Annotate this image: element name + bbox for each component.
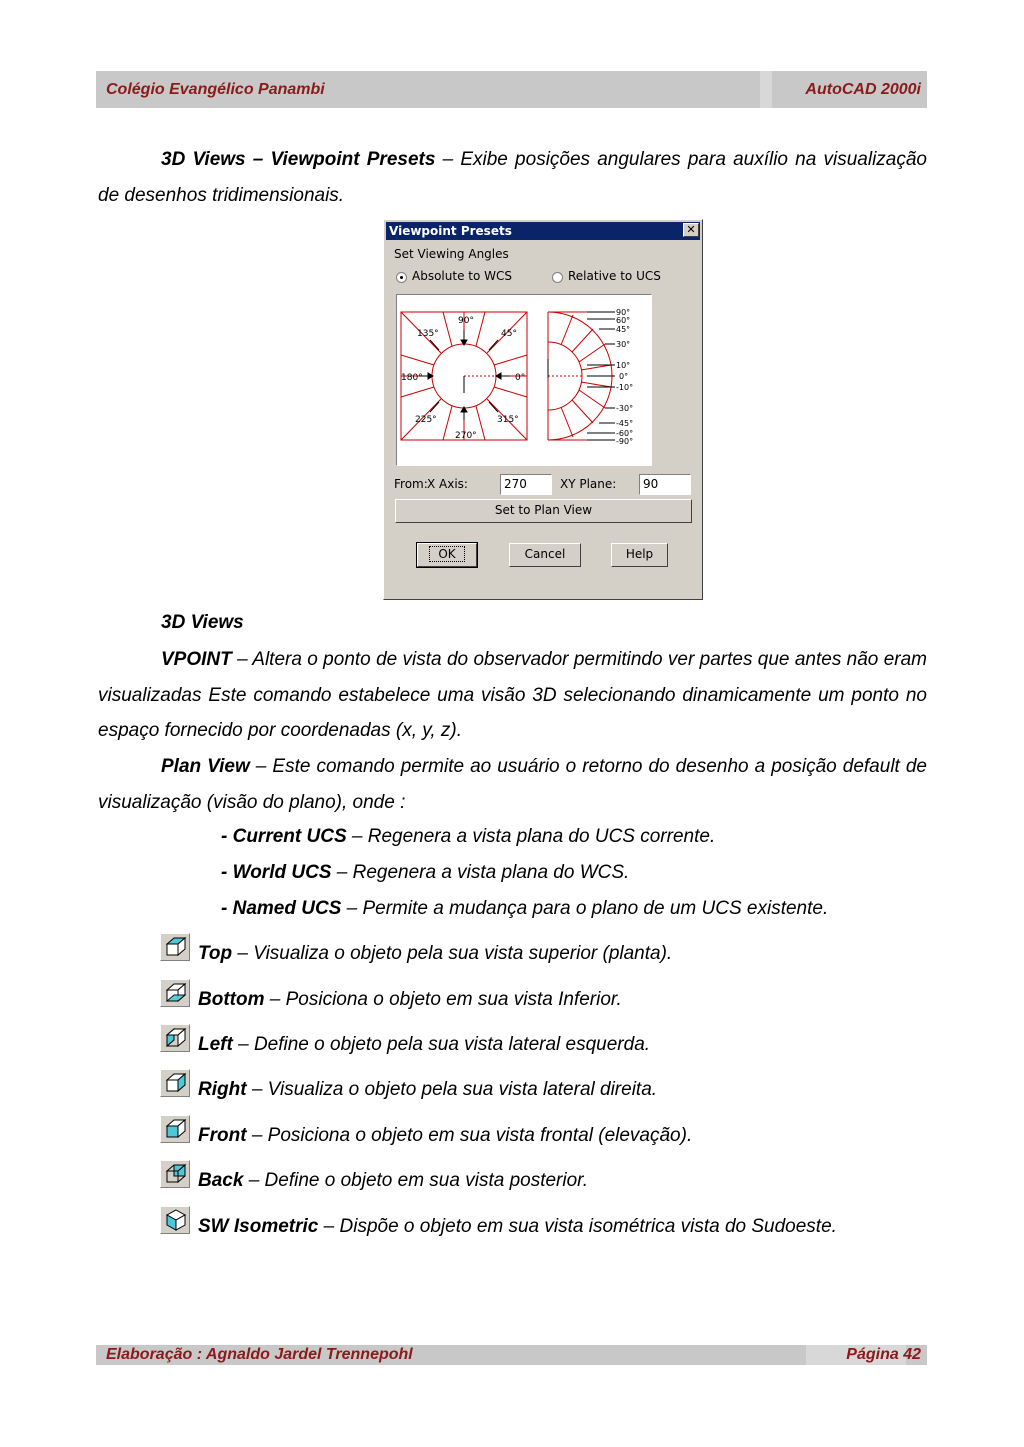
angle-left-0[interactable]: 90° <box>458 316 474 326</box>
view-front: Front – Posiciona o objeto em sua vista frontal (elevação). <box>198 1125 693 1146</box>
header-course: AutoCAD 2000i <box>805 81 921 98</box>
header-school: Colégio Evangélico Panambi <box>106 81 325 98</box>
header-divider <box>760 71 772 108</box>
view-sw-isometric: SW Isometric – Dispõe o objeto em sua vista isométrica vista do Sudoeste. <box>198 1216 837 1237</box>
help-button[interactable]: Help <box>611 543 668 567</box>
view-left: Left – Define o objeto pela sua vista lateral esquerda. <box>198 1034 651 1055</box>
back-view-icon <box>160 1160 190 1188</box>
vpoint-paragraph <box>98 642 927 749</box>
front-view-icon <box>160 1115 190 1143</box>
xy-plane-label: XY Plane: <box>560 477 617 491</box>
plan-view-paragraph <box>98 749 927 820</box>
sw-isometric-icon <box>160 1206 190 1234</box>
ok-button-label[interactable]: OK <box>429 546 464 562</box>
group-label: Set Viewing Angles <box>394 247 509 261</box>
set-to-plan-view-button[interactable]: Set to Plan View <box>395 499 692 523</box>
close-icon[interactable]: ✕ <box>683 223 699 237</box>
angle-left-4[interactable]: 0° <box>515 373 526 383</box>
top-view-icon <box>160 933 190 961</box>
angle-right-7[interactable]: -30° <box>616 404 634 413</box>
section-title: 3D Views <box>161 612 244 633</box>
view-back: Back – Define o objeto em sua vista posterior. <box>198 1170 589 1191</box>
plan-term: Plan View <box>161 756 250 777</box>
bottom-view-icon <box>160 979 190 1007</box>
footer-author: Elaboração : Agnaldo Jardel Trennepohl <box>106 1346 413 1363</box>
angle-right-8[interactable]: -45° <box>616 419 634 428</box>
angle-right-6[interactable]: -10° <box>616 383 634 392</box>
page-header <box>96 71 927 108</box>
angle-left-3[interactable]: 180° <box>401 373 423 383</box>
angle-right-9[interactable]: -60° <box>616 429 634 438</box>
intro-text: – Exibe posições angulares para auxílio na visualização de desenhos tridimensionais. <box>98 149 927 206</box>
angle-right-4[interactable]: 10° <box>616 361 631 370</box>
angle-left-6[interactable]: 315° <box>497 415 519 425</box>
plan-text: – Este comando permite ao usuário o retorno do desenho a posição default de visualização (visão do plano), onde : <box>98 756 927 813</box>
ok-button[interactable] <box>417 543 477 567</box>
angle-right-2[interactable]: 45° <box>616 325 631 334</box>
angle-left-5[interactable]: 225° <box>415 415 437 425</box>
angle-right-1[interactable]: 60° <box>616 316 631 325</box>
viewpoint-presets-dialog <box>383 219 703 600</box>
angle-left-2[interactable]: 45° <box>501 329 517 339</box>
dialog-title: Viewpoint Presets <box>386 222 700 240</box>
right-view-icon <box>160 1069 190 1097</box>
angle-left-7[interactable]: 270° <box>455 431 477 441</box>
vpoint-term: VPOINT <box>161 649 232 670</box>
angle-right-5[interactable]: 0° <box>619 372 629 381</box>
radio-relative-ucs[interactable] <box>552 272 563 283</box>
view-right: Right – Visualiza o objeto pela sua vista lateral direita. <box>198 1079 658 1100</box>
option-named-ucs: - Named UCS – Permite a mudança para o plano de um UCS existente. <box>221 898 829 919</box>
intro-term: 3D Views – Viewpoint Presets <box>161 149 436 170</box>
angle-selector-panel[interactable] <box>396 294 652 466</box>
left-view-icon <box>160 1024 190 1052</box>
angle-diagrams[interactable] <box>397 295 651 465</box>
angle-right-0[interactable]: 90° <box>616 308 631 317</box>
x-axis-label: X Axis: <box>427 477 468 491</box>
cancel-button[interactable]: Cancel <box>509 543 581 567</box>
option-current-ucs: - Current UCS – Regenera a vista plana do UCS corrente. <box>221 826 716 847</box>
xy-plane-field[interactable]: 90 <box>639 474 691 495</box>
x-axis-field[interactable]: 270 <box>500 474 552 495</box>
footer-page-number: Página 42 <box>846 1346 921 1363</box>
radio-absolute-wcs-label[interactable]: Absolute to WCS <box>412 269 512 283</box>
angle-left-1[interactable]: 135° <box>417 329 439 339</box>
angle-right-10[interactable]: -90° <box>616 437 634 446</box>
from-label: From: <box>394 477 428 491</box>
view-bottom: Bottom – Posiciona o objeto em sua vista Inferior. <box>198 989 622 1010</box>
page-footer <box>96 1345 927 1365</box>
option-world-ucs: - World UCS – Regenera a vista plana do WCS. <box>221 862 630 883</box>
view-top: Top – Visualiza o objeto pela sua vista superior (planta). <box>198 943 673 964</box>
angle-right-3[interactable]: 30° <box>616 340 631 349</box>
radio-absolute-wcs[interactable] <box>396 272 407 283</box>
radio-relative-ucs-label[interactable]: Relative to UCS <box>568 269 661 283</box>
vpoint-text: – Altera o ponto de vista do observador permitindo ver partes que antes não eram visualizadas Este comando estabelece uma visão 3D selecionando dinamicamente um ponto no espaço fornecido por coordenadas (x, y, z). <box>98 649 927 741</box>
intro-paragraph <box>98 142 927 213</box>
